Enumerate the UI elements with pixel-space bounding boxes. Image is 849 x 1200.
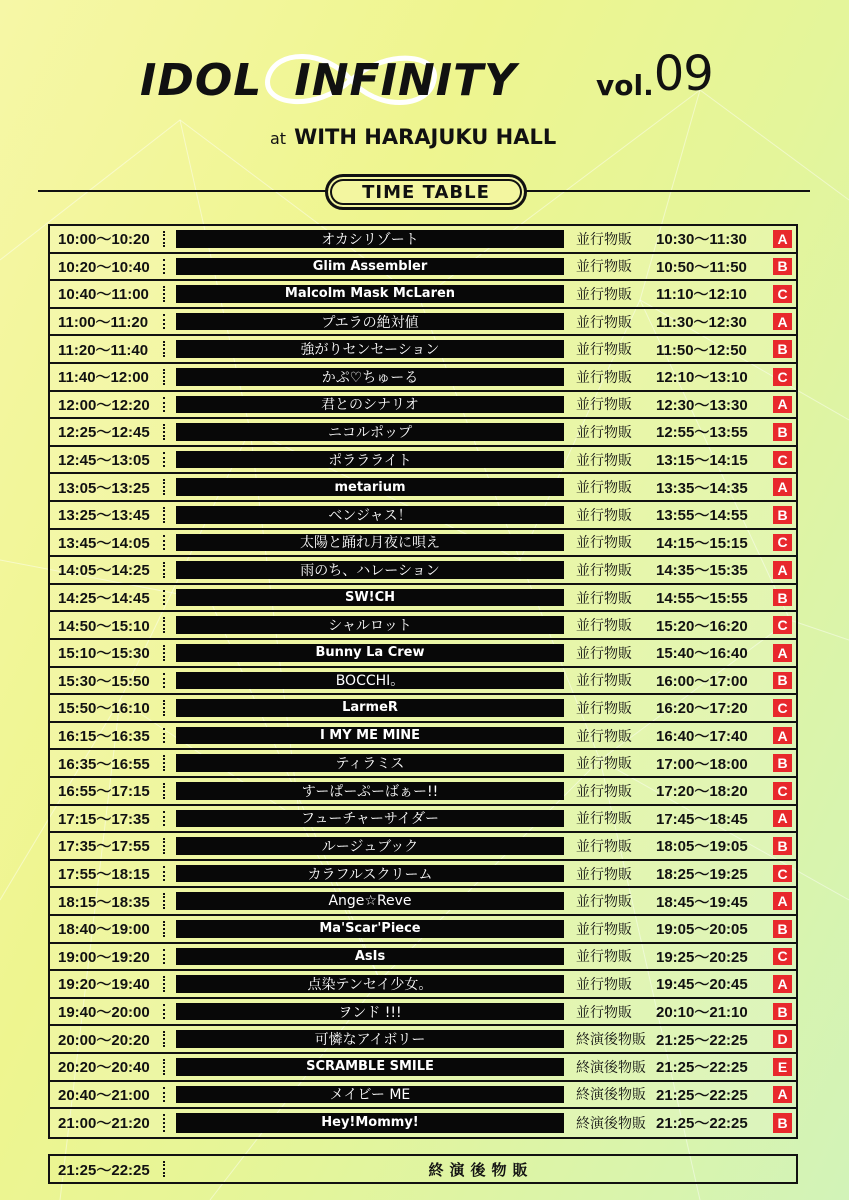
merch-label: 並行物販 [576, 949, 632, 966]
booth-badge: B [773, 754, 792, 772]
table-row [50, 668, 796, 696]
merch-label: 並行物販 [576, 1004, 632, 1021]
dotted-separator [163, 728, 165, 744]
act-name: 点染テンセイ少女。 [176, 975, 564, 993]
merch-label: 並行物販 [576, 231, 632, 248]
dotted-separator [163, 1087, 165, 1103]
volume-number: 09 [653, 46, 713, 102]
act-name: SCRAMBLE SMILE [176, 1058, 564, 1076]
act-name: Glim Assembler [176, 258, 564, 276]
table-row [50, 833, 796, 861]
booth-badge: C [773, 451, 792, 469]
merch-time: 18:45～19:45 [656, 893, 748, 911]
table-row [50, 502, 796, 530]
merch-time: 11:50～12:50 [656, 341, 747, 359]
final-time: 21:25～22:25 [58, 1161, 150, 1179]
merch-time: 14:35～15:35 [656, 562, 748, 580]
table-row [50, 530, 796, 558]
performance-time: 14:25～14:45 [58, 590, 150, 608]
performance-time: 12:45～13:05 [58, 452, 150, 470]
performance-time: 20:20～20:40 [58, 1059, 150, 1077]
dotted-separator [163, 811, 165, 827]
venue-line [270, 125, 556, 149]
merch-time: 16:00～17:00 [656, 672, 748, 690]
booth-badge: A [773, 892, 792, 910]
merch-label: 並行物販 [576, 314, 632, 331]
header [0, 0, 849, 170]
merch-label: 並行物販 [576, 424, 632, 441]
booth-badge: D [773, 1030, 792, 1048]
dotted-separator [163, 755, 165, 771]
act-name: ニコルポップ [176, 423, 564, 441]
performance-time: 11:20～11:40 [58, 341, 149, 359]
dotted-separator [163, 673, 165, 689]
performance-time: 17:55～18:15 [58, 866, 150, 884]
act-name: カラフルスクリーム [176, 865, 564, 883]
booth-badge: C [773, 699, 792, 717]
merch-time: 13:55～14:55 [656, 507, 748, 525]
table-row [50, 585, 796, 613]
table-row [50, 806, 796, 834]
table-row [50, 364, 796, 392]
booth-badge: A [773, 561, 792, 579]
act-name: 君とのシナリオ [176, 396, 564, 414]
act-name: 太陽と踊れ月夜に唄え [176, 534, 564, 552]
performance-time: 13:25～13:45 [58, 507, 150, 525]
performance-time: 19:00～19:20 [58, 948, 150, 966]
dotted-separator [163, 1059, 165, 1075]
act-name: ティラミス [176, 754, 564, 772]
merch-label: 並行物販 [576, 700, 632, 717]
booth-badge: A [773, 1086, 792, 1104]
booth-badge: B [773, 506, 792, 524]
dotted-separator [163, 397, 165, 413]
volume-prefix: vol. [596, 69, 654, 102]
table-row [50, 778, 796, 806]
dotted-separator [163, 645, 165, 661]
merch-label: 並行物販 [576, 342, 632, 359]
dotted-separator [163, 286, 165, 302]
act-name: シャルロット [176, 616, 564, 634]
merch-label: 終演後物販 [576, 1059, 646, 1076]
dotted-separator [163, 314, 165, 330]
merch-time: 15:40～16:40 [656, 645, 748, 663]
booth-badge: A [773, 313, 792, 331]
act-name: Ma'Scar'Piece [176, 920, 564, 938]
merch-label: 並行物販 [576, 369, 632, 386]
merch-label: 並行物販 [576, 645, 632, 662]
performance-time: 12:00～12:20 [58, 396, 150, 414]
act-name: metarium [176, 478, 564, 496]
act-name: 可憐なアイボリー [176, 1030, 564, 1048]
merch-label: 並行物販 [576, 535, 632, 552]
act-name: Hey!Mommy! [176, 1113, 564, 1133]
booth-badge: A [773, 478, 792, 496]
performance-time: 14:05～14:25 [58, 562, 150, 580]
dotted-separator [163, 700, 165, 716]
merch-label: 並行物販 [576, 673, 632, 690]
event-title [140, 55, 517, 106]
merch-label: 並行物販 [576, 811, 632, 828]
act-name: かぷ♡ちゅーる [176, 368, 564, 386]
dotted-separator [163, 369, 165, 385]
performance-time: 15:30～15:50 [58, 672, 150, 690]
merch-time: 16:40～17:40 [656, 728, 748, 746]
table-row [50, 916, 796, 944]
performance-time: 10:40～11:00 [58, 286, 149, 304]
table-row [50, 1082, 796, 1110]
dotted-separator [163, 424, 165, 440]
table-row [50, 254, 796, 282]
booth-badge: B [773, 340, 792, 358]
table-row [50, 861, 796, 889]
merch-label: 並行物販 [576, 866, 632, 883]
booth-badge: C [773, 948, 792, 966]
dotted-separator [163, 866, 165, 882]
booth-badge: E [773, 1058, 792, 1076]
dotted-separator [163, 452, 165, 468]
act-name: Bunny La Crew [176, 644, 564, 662]
performance-time: 11:00～11:20 [58, 314, 149, 332]
dotted-separator [163, 1161, 165, 1177]
dotted-separator [163, 479, 165, 495]
merch-label: 並行物販 [576, 976, 632, 993]
act-name: すーぱーぷーばぁー!! [176, 782, 564, 800]
merch-time: 14:15～15:15 [656, 534, 748, 552]
booth-badge: A [773, 975, 792, 993]
merch-label: 終演後物販 [576, 1032, 646, 1049]
merch-time: 17:45～18:45 [656, 810, 748, 828]
act-name: フューチャーサイダー [176, 810, 564, 828]
act-name: オカシリゾート [176, 230, 564, 248]
act-name: ベンジャス！ [176, 506, 564, 524]
title-word-infinity: INFINITY [294, 55, 518, 106]
performance-time: 13:45～14:05 [58, 534, 150, 552]
table-row [50, 281, 796, 309]
merch-time: 12:55～13:55 [656, 424, 748, 442]
table-row [50, 447, 796, 475]
merch-time: 19:25～20:25 [656, 948, 748, 966]
merch-time: 11:10～12:10 [656, 286, 747, 304]
final-label: 終演後物販 [428, 1160, 534, 1179]
merch-time: 21:25～22:25 [656, 1115, 748, 1133]
table-row [50, 1026, 796, 1054]
booth-badge: A [773, 396, 792, 414]
act-name: ポララライト [176, 451, 564, 469]
booth-badge: B [773, 1003, 792, 1021]
act-name: 雨のち、ハレーション [176, 561, 564, 579]
booth-badge: C [773, 782, 792, 800]
merch-label: 並行物販 [576, 618, 632, 635]
dotted-separator [163, 921, 165, 937]
performance-time: 12:25～12:45 [58, 424, 150, 442]
table-row [50, 971, 796, 999]
merch-label: 並行物販 [576, 452, 632, 469]
table-row [50, 392, 796, 420]
merch-time: 19:45～20:45 [656, 976, 748, 994]
table-row [50, 888, 796, 916]
performance-time: 20:00～20:20 [58, 1031, 150, 1049]
act-name: Ange☆Reve [176, 892, 564, 910]
table-row [50, 557, 796, 585]
table-row [50, 944, 796, 972]
merch-time: 15:20～16:20 [656, 617, 748, 635]
act-name: LarmeR [176, 699, 564, 717]
merch-time: 14:55～15:55 [656, 590, 748, 608]
dotted-separator [163, 341, 165, 357]
dotted-separator [163, 783, 165, 799]
merch-label: 並行物販 [576, 397, 632, 414]
dotted-separator [163, 590, 165, 606]
performance-time: 15:10～15:30 [58, 645, 150, 663]
dotted-separator [163, 562, 165, 578]
dotted-separator [163, 231, 165, 247]
table-row [50, 226, 796, 254]
performance-time: 18:15～18:35 [58, 893, 150, 911]
table-row [50, 750, 796, 778]
merch-label: 並行物販 [576, 590, 632, 607]
merch-time: 21:25～22:25 [656, 1031, 748, 1049]
table-row [50, 336, 796, 364]
merch-label: 並行物販 [576, 756, 632, 773]
merch-label: 並行物販 [576, 838, 632, 855]
booth-badge: B [773, 589, 792, 607]
table-row [50, 695, 796, 723]
booth-badge: C [773, 865, 792, 883]
dotted-separator [163, 1031, 165, 1047]
performance-time: 17:15～17:35 [58, 810, 150, 828]
merch-time: 18:25～19:25 [656, 866, 748, 884]
table-row [50, 1054, 796, 1082]
act-name: ルージュブック [176, 837, 564, 855]
performance-time: 20:40～21:00 [58, 1086, 150, 1104]
table-row [50, 723, 796, 751]
merch-time: 21:25～22:25 [656, 1059, 748, 1077]
dotted-separator [163, 535, 165, 551]
merch-time: 10:50～11:50 [656, 258, 747, 276]
final-row [48, 1154, 798, 1184]
act-name: ヲンド !!! [176, 1003, 564, 1021]
act-name: Malcolm Mask McLaren [176, 285, 564, 303]
merch-time: 13:35～14:35 [656, 479, 748, 497]
merch-time: 12:10～13:10 [656, 369, 748, 387]
merch-time: 11:30～12:30 [656, 314, 747, 332]
merch-label: 並行物販 [576, 783, 632, 800]
table-row [50, 999, 796, 1027]
performance-time: 18:40～19:00 [58, 921, 150, 939]
performance-time: 15:50～16:10 [58, 700, 150, 718]
act-name: I MY ME MINE [176, 727, 564, 745]
table-row [50, 1109, 796, 1137]
performance-time: 10:20～10:40 [58, 258, 150, 276]
dotted-separator [163, 976, 165, 992]
booth-badge: A [773, 644, 792, 662]
merch-time: 18:05～19:05 [656, 838, 748, 856]
merch-time: 16:20～17:20 [656, 700, 748, 718]
merch-label: 終演後物販 [576, 1087, 646, 1104]
table-row [50, 309, 796, 337]
booth-badge: A [773, 727, 792, 745]
dotted-separator [163, 838, 165, 854]
merch-time: 17:00～18:00 [656, 755, 748, 773]
section-title: TIME TABLE [325, 174, 527, 210]
booth-badge: B [773, 920, 792, 938]
dotted-separator [163, 259, 165, 275]
table-row [50, 474, 796, 502]
merch-time: 19:05～20:05 [656, 921, 748, 939]
merch-time: 17:20～18:20 [656, 783, 748, 801]
performance-time: 21:00～21:20 [58, 1115, 150, 1133]
performance-time: 16:55～17:15 [58, 783, 150, 801]
performance-time: 16:15～16:35 [58, 728, 150, 746]
dotted-separator [163, 949, 165, 965]
act-name: AsIs [176, 948, 564, 966]
merch-label: 並行物販 [576, 562, 632, 579]
act-name: 強がりセンセーション [176, 340, 564, 358]
performance-time: 17:35～17:55 [58, 838, 150, 856]
merch-time: 20:10～21:10 [656, 1004, 748, 1022]
act-name: メイビー ME [176, 1086, 564, 1104]
performance-time: 14:50～15:10 [58, 617, 150, 635]
act-name: SW!CH [176, 589, 564, 607]
merch-label: 並行物販 [576, 286, 632, 303]
booth-badge: B [773, 672, 792, 690]
booth-badge: B [773, 837, 792, 855]
merch-time: 21:25～22:25 [656, 1086, 748, 1104]
table-row [50, 612, 796, 640]
merch-label: 並行物販 [576, 259, 632, 276]
booth-badge: A [773, 810, 792, 828]
performance-time: 19:20～19:40 [58, 976, 150, 994]
booth-badge: A [773, 230, 792, 248]
title-word-idol: IDOL [140, 55, 263, 106]
merch-label: 並行物販 [576, 728, 632, 745]
table-row [50, 419, 796, 447]
performance-time: 10:00～10:20 [58, 231, 150, 249]
booth-badge: C [773, 534, 792, 552]
dotted-separator [163, 1114, 165, 1132]
merch-time: 12:30～13:30 [656, 396, 748, 414]
performance-time: 16:35～16:55 [58, 755, 150, 773]
booth-badge: B [773, 423, 792, 441]
merch-label: 並行物販 [576, 480, 632, 497]
merch-time: 10:30～11:30 [656, 231, 747, 249]
dotted-separator [163, 1004, 165, 1020]
performance-time: 19:40～20:00 [58, 1004, 150, 1022]
act-name: プエラの絶対値 [176, 313, 564, 331]
booth-badge: C [773, 285, 792, 303]
timetable [48, 224, 798, 1139]
venue-at: at [270, 129, 287, 148]
volume-label [596, 46, 713, 102]
merch-label: 並行物販 [576, 921, 632, 938]
table-row [50, 640, 796, 668]
act-name: BOCCHI。 [176, 672, 564, 690]
dotted-separator [163, 893, 165, 909]
merch-label: 終演後物販 [576, 1115, 646, 1132]
performance-time: 13:05～13:25 [58, 479, 150, 497]
booth-badge: B [773, 1113, 792, 1133]
merch-time: 13:15～14:15 [656, 452, 748, 470]
booth-badge: B [773, 258, 792, 276]
dotted-separator [163, 507, 165, 523]
venue-name: WITH HARAJUKU HALL [294, 125, 557, 149]
booth-badge: C [773, 368, 792, 386]
dotted-separator [163, 617, 165, 633]
booth-badge: C [773, 616, 792, 634]
performance-time: 11:40～12:00 [58, 369, 149, 387]
merch-label: 並行物販 [576, 507, 632, 524]
merch-label: 並行物販 [576, 894, 632, 911]
